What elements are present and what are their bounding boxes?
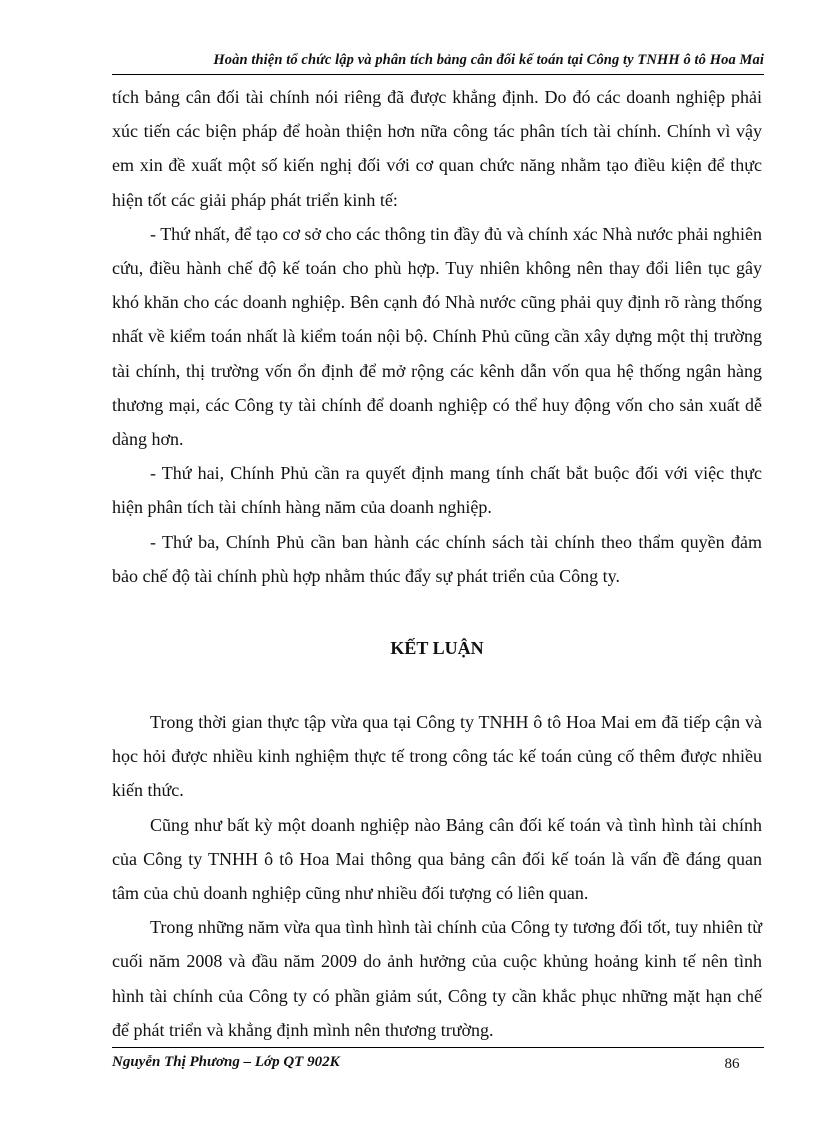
page-number: 86 xyxy=(724,1056,740,1072)
body-paragraph: - Thứ nhất, để tạo cơ sở cho các thông tin đầy đủ và chính xác Nhà nước phải nghiên cứu, điều hành chế độ kế toán cho phù hợp. Tuy nhiên không nên thay đổi liên tục gây khó khăn cho các doanh nghiệp. Bên cạnh đó Nhà nước cũng phải quy định rõ ràng thống nhất về kiểm toán nhất là kiểm toán nội bộ. Chính Phủ cũng cần xây dựng một thị trường tài chính, thị trường vốn ổn định để mở rộng các kênh dẫn vốn qua hệ thống ngân hàng thương mại, các Công ty tài chính để doanh nghiệp có thể huy động vốn cho sản xuất dễ dàng hơn. xyxy=(112,223,762,450)
body-paragraph: - Thứ ba, Chính Phủ cần ban hành các chính sách tài chính theo thẩm quyền đảm bảo chế độ tài chính phù hợp nhằm thúc đẩy sự phát triển của Công ty. xyxy=(112,531,762,586)
running-header: Hoàn thiện tổ chức lập và phân tích bảng cân đối kế toán tại Công ty TNHH ô tô Hoa Mai xyxy=(213,52,764,68)
body-paragraph: - Thứ hai, Chính Phủ cần ra quyết định mang tính chất bắt buộc đối với việc thực hiện phân tích tài chính hàng năm của doanh nghiệp. xyxy=(112,463,762,518)
body-paragraph: Trong những năm vừa qua tình hình tài chính của Công ty tương đối tốt, tuy nhiên từ cuối năm 2008 và đầu năm 2009 do ảnh hưởng của cuộc khủng hoảng kinh tế nên tình hình tài chính của Công ty có phần giảm sút, Công ty cần khắc phục những mặt hạn chế để phát triển và khẳng định mình nên thương trường. xyxy=(112,917,762,1040)
header-divider xyxy=(112,74,764,75)
body-paragraph: tích bảng cân đối tài chính nói riêng đã được khẳng định. Do đó các doanh nghiệp phải xúc tiến các biện pháp để hoàn thiện hơn nữa công tác phân tích tài chính. Chính vì vậy em xin đề xuất một số kiến nghị đối với cơ quan chức năng nhằm tạo điều kiện để thực hiện tốt các giải pháp phát triển kinh tế: xyxy=(112,87,762,210)
page-body xyxy=(112,80,762,1047)
footer-author: Nguyễn Thị Phương – Lớp QT 902K xyxy=(112,1054,340,1070)
section-heading: KẾT LUẬN xyxy=(390,638,484,659)
body-paragraph: Trong thời gian thực tập vừa qua tại Công ty TNHH ô tô Hoa Mai em đã tiếp cận và học hỏi được nhiều kinh nghiệm thực tế trong công tác kế toán củng cố thêm được nhiều kiến thức. xyxy=(112,712,762,801)
footer-divider xyxy=(112,1047,764,1048)
body-paragraph: Cũng như bất kỳ một doanh nghiệp nào Bảng cân đối kế toán và tình hình tài chính của Công ty TNHH ô tô Hoa Mai thông qua bảng cân đối kế toán là vấn đề đáng quan tâm của chủ doanh nghiệp cũng như nhiều đối tượng có liên quan. xyxy=(112,814,762,904)
